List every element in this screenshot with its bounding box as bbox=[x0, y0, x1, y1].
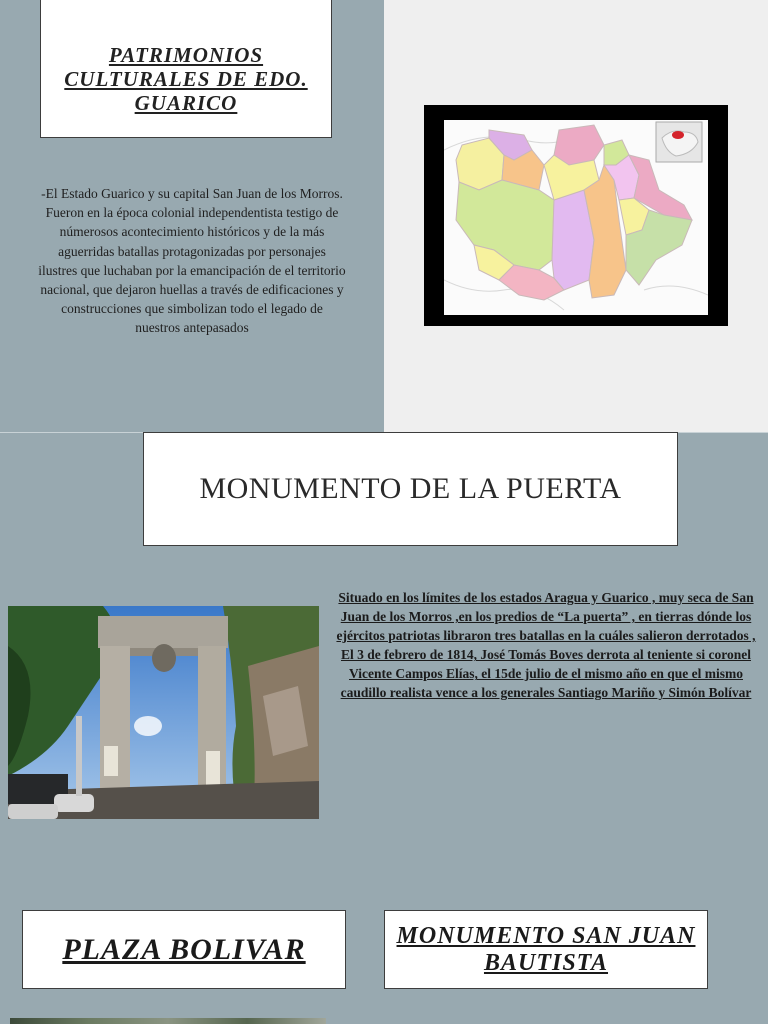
monumento-puerta-description: Situado en los límites de los estados Aragua y Guarico , muy seca de San Juan de los Morros ,en los predios de “La puerta” , en tierras dónde los ejércitos patriotas libraron tres batallas en la cuáles salieron derrotados , El 3 de febrero de 1814, José Tomás Boves derrota al teniente si coronel Vicente Campos Elías, el 15de julio de el mismo año en que el mismo caudillo realista vence a los generales Santiago Mariño y Simón Bolívar bbox=[336, 590, 756, 701]
monumento-puerta-title-box bbox=[143, 432, 678, 546]
plaza-bolivar-title-box bbox=[22, 910, 346, 989]
cloud bbox=[134, 716, 162, 736]
gate-plaque bbox=[206, 751, 220, 785]
car bbox=[54, 794, 94, 812]
monumento-puerta-illustration bbox=[8, 606, 319, 819]
san-juan-title: MONUMENTO SAN JUAN BAUTISTA bbox=[396, 922, 696, 976]
plaza-bolivar-title: PLAZA BOLIVAR bbox=[62, 932, 306, 966]
monumento-puerta-title: MONUMENTO DE LA PUERTA bbox=[199, 472, 622, 505]
gate-top bbox=[98, 616, 228, 648]
gate-plaque bbox=[104, 746, 118, 776]
guarico-map-frame bbox=[424, 105, 728, 326]
title-box bbox=[40, 0, 332, 138]
san-juan-title-box bbox=[384, 910, 708, 989]
page-title: PATRIMONIOS CULTURALES DE EDO. GUARICO bbox=[64, 43, 308, 115]
pole bbox=[76, 716, 82, 796]
guarico-map bbox=[444, 120, 708, 315]
gate-emblem bbox=[152, 644, 176, 672]
car bbox=[8, 804, 58, 819]
monumento-puerta-photo bbox=[8, 606, 319, 819]
plaza-bolivar-photo-strip bbox=[10, 1018, 326, 1024]
locator-highlight bbox=[672, 131, 684, 139]
intro-paragraph: -El Estado Guarico y su capital San Juan de los Morros. Fueron en la época colonial independentista testigo de númerosos acontecimiento históricos y de la más aguerridas batallas protagonizadas por personajes ilustres que luchaban por la emancipación de el territorio nacional, que dejaron huellas a través de edificaciones y construcciones que simbolizan todo el legado de nuestros antepasados bbox=[38, 186, 346, 336]
